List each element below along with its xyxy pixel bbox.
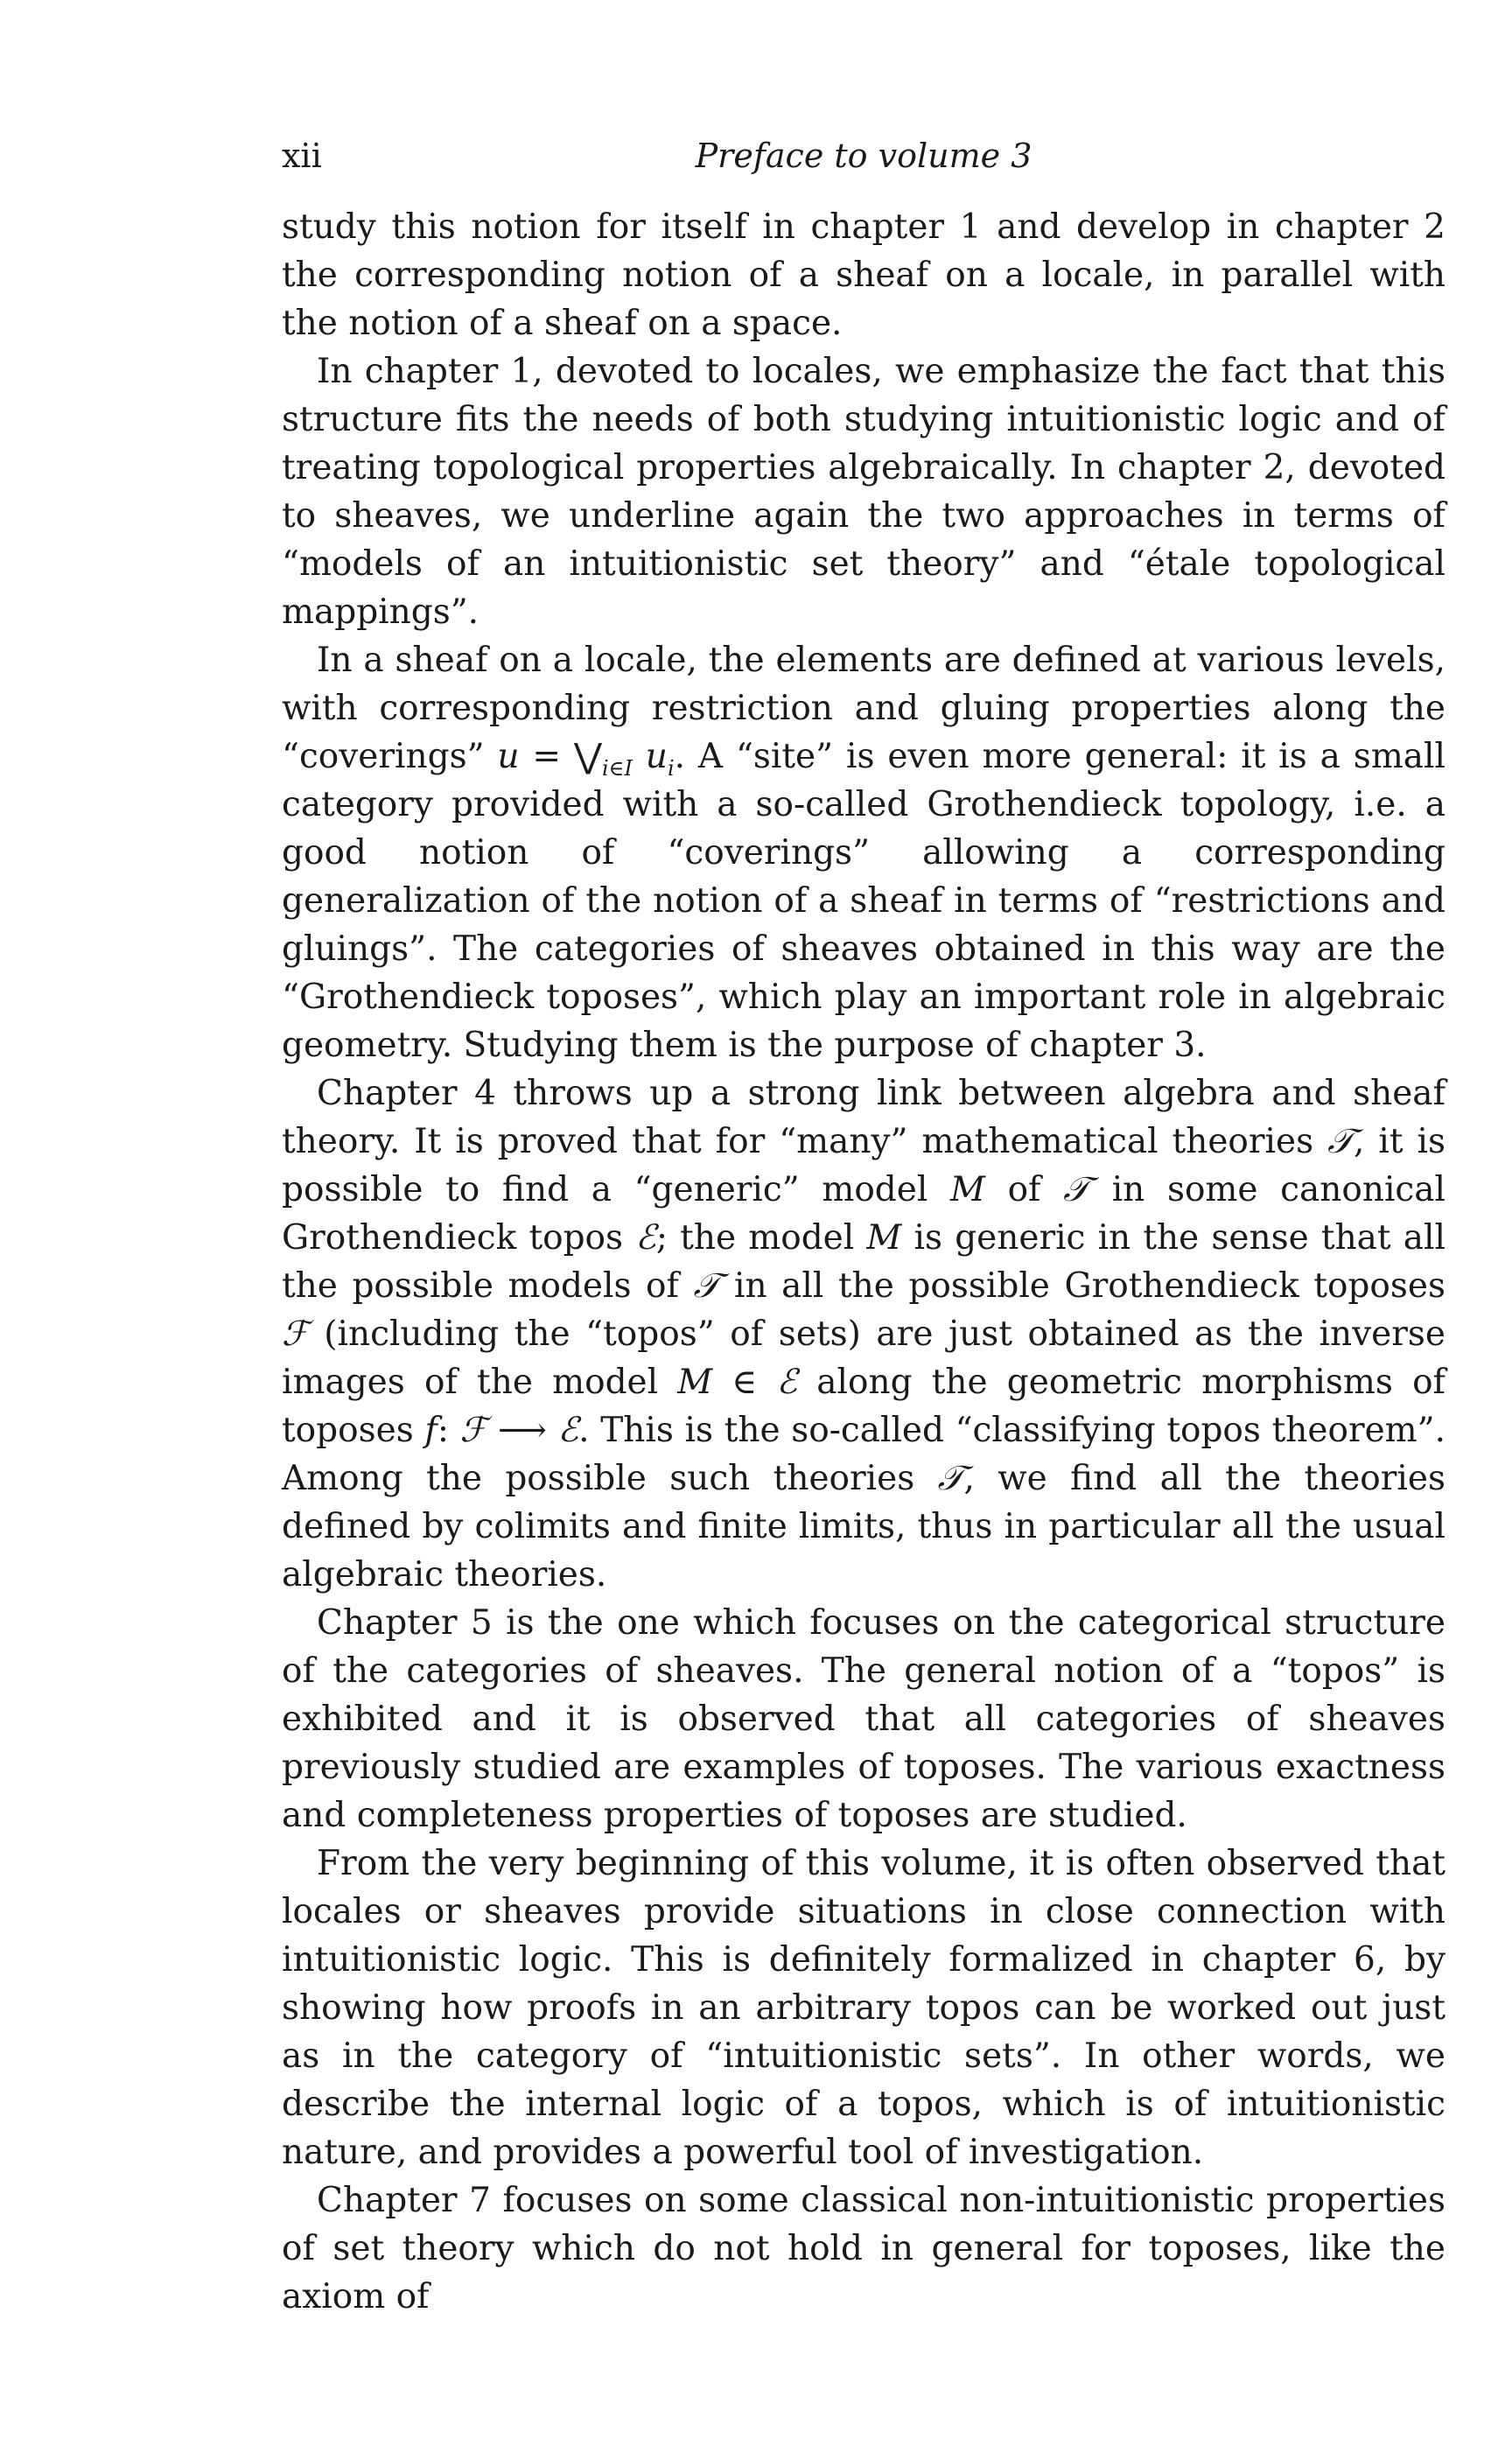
paragraph-7: Chapter 7 focuses on some classical non-intuitionistic properties of set theory which do not hold in general for toposes, like the axiom of — [282, 2181, 1446, 2316]
paragraph-3 — [282, 636, 1446, 1069]
paragraph-1: study this notion for itself in chapter 1 and develop in chapter 2 the corresponding notion of a sheaf on a locale, in parallel with the notion of a sheaf on a space. — [282, 207, 1446, 343]
running-title: Preface to volume 3 — [695, 137, 1032, 175]
topos-f-symbol: ℱ — [282, 1314, 309, 1354]
paragraph-2: In chapter 1, devoted to locales, we emphasize the fact that this structure fits the needs of both studying intuitionistic logic and of treating topological properties algebraically. In chapter 2, devoted to sheaves, we underline again the two approaches in terms of “models of an intuitionistic set theory” and “étale topological mappings”. — [282, 352, 1446, 632]
paragraph-3-text-b: . A “site” is even more general: it is a small category provided with a so-called Grothendieck topology, i.e. a good notion of “coverings” allowing a corresponding generalization of the notion of a sheaf in terms of “restrictions and gluings”. The categories of sheaves obtained in this way are the “Grothendieck toposes”, which play an important role in algebraic geometry. Studying them is the purpose of chapter 3. — [282, 737, 1446, 1065]
morphism-symbol: f — [424, 1411, 438, 1450]
paragraph-6: From the very beginning of this volume, it is often observed that locales or sheaves provide situations in close connection with intuitionistic logic. This is definitely formalized in chapter 6, by showing how proofs in an arbitrary topos can be worked out just as in the category of “intuitionistic sets”. In other words, we describe the internal logic of a topos, which is of intuitionistic nature, and provides a powerful tool of investigation. — [282, 1844, 1446, 2172]
paragraph-4: Chapter 4 throws up a strong link between algebra and sheaf theory. It is proved that for “many” mathematical theories 𝒯, it is possible to find a “generic” model M of 𝒯 in some canonical Grothendieck topos ℰ; the model M is generic in the sense that all the possible models of 𝒯 in all the possible Grothendieck toposes ℱ (including the “topos” of sets) are just obtained as the inverse images of the model M ∈ ℰ along the geometric morphisms of toposes f: ℱ ⟶ ℰ. This is the so-called “classifying topos theorem”. Among the possible such theories 𝒯, we find all the theories defined by colimits and finite limits, thus in particular all the usual algebraic theories. — [282, 1074, 1446, 1594]
page-number: xii — [282, 137, 322, 175]
covering-formula: $u = ⋁_{i\in I}$ $u_i$ — [497, 737, 675, 781]
body-text — [282, 203, 1446, 2321]
paragraph-3-text-a: In a sheaf on a locale, the elements are defined at various levels, with corresponding restriction and gluing properties along the “coverings” — [282, 641, 1446, 776]
page-header — [282, 131, 1446, 180]
paragraph-5: Chapter 5 is the one which focuses on the categorical structure of the categories of sheaves. The general notion of a “topos” is exhibited and it is observed that all categories of sheaves previously studied are examples of toposes. The various exactness and completeness properties of toposes are studied. — [282, 1603, 1446, 1835]
arrow-symbol: ⟶ — [486, 1411, 558, 1450]
model-symbol: M — [949, 1170, 985, 1209]
topos-symbol: ℰ — [635, 1218, 656, 1258]
theory-symbol: 𝒯 — [1327, 1122, 1354, 1161]
